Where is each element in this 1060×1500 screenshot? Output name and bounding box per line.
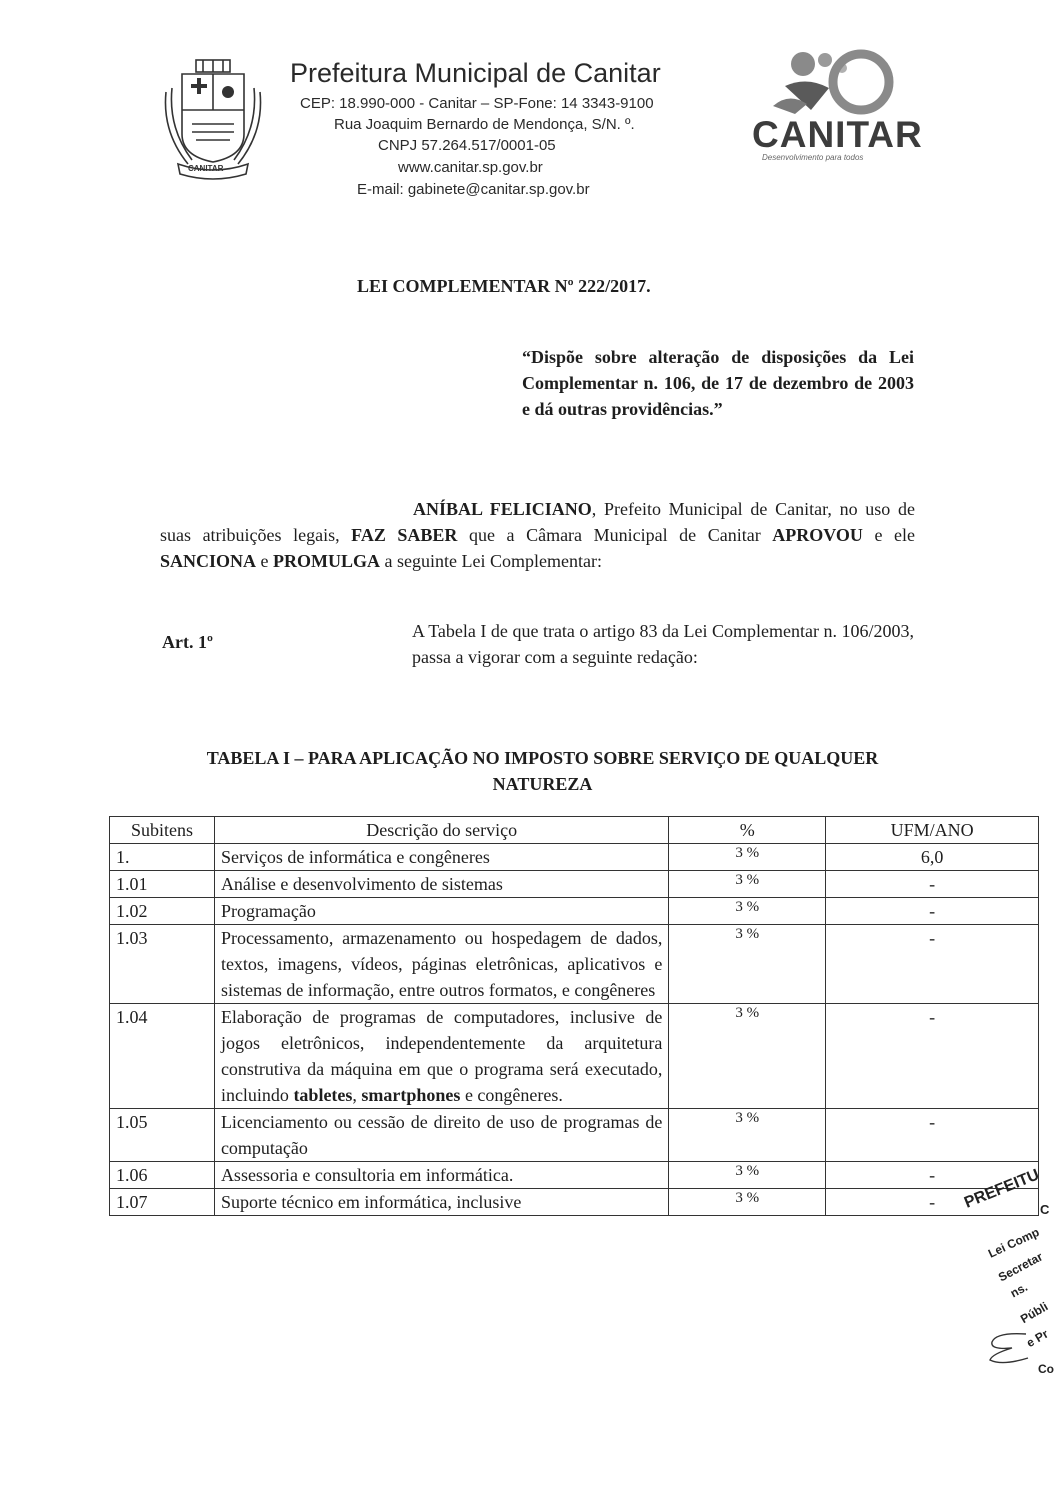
description-cell: Assessoria e consultoria em informática. [214,1162,668,1189]
subitem-cell: 1.05 [110,1109,215,1162]
description-bold-tabletes: tabletes [293,1085,353,1105]
ufm-cell: - [826,1162,1039,1189]
stamp-text: ns. [1008,1279,1030,1301]
description-cell: Programação [214,898,668,925]
table-row [110,1109,1039,1162]
percent-cell: 3 % [669,925,826,1004]
preamble-text: e ele [862,525,916,545]
table-row [110,844,1039,871]
ufm-cell: - [826,898,1039,925]
header-descricao: Descrição do serviço [214,817,668,844]
preamble-text: que a Câmara Municipal de Canitar [457,525,773,545]
subitem-cell: 1. [110,844,215,871]
percent-cell: 3 % [669,1109,826,1162]
percent-cell: 3 % [669,871,826,898]
prefecture-title: Prefeitura Municipal de Canitar [290,58,661,88]
promulga: PROMULGA [273,551,381,571]
percent-cell: 3 % [669,1189,826,1216]
ufm-cell: 6,0 [826,844,1039,871]
stamp-text: PREFEITU [962,1166,1042,1212]
law-title: LEI COMPLEMENTAR Nº 222/2017. [357,276,651,296]
stamp-text: C [1040,1202,1050,1217]
mayor-name: ANÍBAL FELICIANO [413,499,592,519]
header-subitens: Subitens [110,817,215,844]
aprovou: APROVOU [772,525,863,545]
description-cell: Serviços de informática e congêneres [214,844,668,871]
ufm-cell: - [826,1109,1039,1162]
description-text: Elaboração de programas de computadores, inclusive de jogos eletrônicos, independentemente da arquitetura construtiva da máquina em que o programa será executado, incluindo [220,1007,663,1105]
percent-cell: 3 % [669,898,826,925]
description-text: e congêneres. [460,1085,563,1105]
municipal-coat-of-arms-icon [158,52,268,182]
ufm-cell: - [826,925,1039,1004]
description-cell: Licenciamento ou cessão de direito de uso de programas de computação [214,1109,668,1162]
coat-of-arms-ribbon-label: CANITAR [188,164,224,173]
table-title: TABELA I – PARA APLICAÇÃO NO IMPOSTO SOBRE SERVIÇO DE QUALQUER NATUREZA [206,748,879,794]
table-row [110,1004,1039,1109]
stamp-text: Lei Comp [986,1224,1042,1261]
header-email: E-mail: gabinete@canitar.sp.gov.br [357,181,590,198]
ufm-cell: - [826,1004,1039,1109]
table-row [110,1189,1039,1216]
ufm-cell: - [826,871,1039,898]
stamp-text: Secretar [996,1249,1045,1285]
table-row [110,871,1039,898]
stamp-signature-icon [982,1328,1032,1368]
header-percent: % [669,817,826,844]
subitem-cell: 1.03 [110,925,215,1004]
subitem-cell: 1.06 [110,1162,215,1189]
official-stamp [952,1166,1060,1500]
header-cnpj: CNPJ 57.264.517/0001-05 [378,137,556,154]
service-tax-table [109,816,1039,1216]
stamp-text: e Pr [1024,1326,1051,1351]
table-row [110,898,1039,925]
table-row [110,925,1039,1004]
subitem-cell: 1.02 [110,898,215,925]
stamp-text: Públi [1018,1299,1051,1327]
percent-cell: 3 % [669,844,826,871]
header-address: Rua Joaquim Bernardo de Mendonça, S/N. º. [334,116,635,133]
article-text: A Tabela I de que trata o artigo 83 da Lei Complementar n. 106/2003, passa a vigorar com a seguinte redação: [412,621,914,667]
article-label: Art. 1º [162,632,213,652]
law-summary: “Dispõe sobre alteração de disposições da Lei Complementar n. 106, de 17 de dezembro de 2003 e dá outras providências.” [522,347,914,419]
stamp-text: Co [1038,1362,1054,1376]
header-ufm-ano: UFM/ANO [826,817,1039,844]
header-website: www.canitar.sp.gov.br [398,159,543,176]
subitem-cell: 1.04 [110,1004,215,1109]
percent-cell: 3 % [669,1004,826,1109]
subitem-cell: 1.07 [110,1189,215,1216]
logo-tagline: Desenvolvimento para todos [762,153,864,162]
percent-cell: 3 % [669,1162,826,1189]
table-header-row [110,817,1039,844]
preamble-paragraph [160,496,915,574]
description-cell: Análise e desenvolvimento de sistemas [214,871,668,898]
preamble-text: a seguinte Lei Complementar: [380,551,602,571]
subitem-cell: 1.01 [110,871,215,898]
logo-wordmark: CANITAR [752,114,923,155]
table-row [110,1162,1039,1189]
sanciona: SANCIONA [160,551,257,571]
description-text: , [352,1085,362,1105]
header-cep-phone: CEP: 18.990-000 - Canitar – SP-Fone: 14 3343-9100 [300,95,654,112]
preamble-text: e [256,551,274,571]
preamble-text: , Prefeito Municipal de Canitar, no uso de suas atribuições legais, [160,499,915,545]
description-cell: Processamento, armazenamento ou hospedagem de dados, textos, imagens, vídeos, páginas eletrônicas, aplicativos e sistemas de informação, entre outros formatos, e congêneres [214,925,668,1004]
description-bold-smartphones: smartphones [361,1085,461,1105]
description-cell [214,1004,668,1109]
faz-saber: FAZ SABER [351,525,458,545]
description-cell: Suporte técnico em informática, inclusive [214,1189,668,1216]
ufm-cell: - [826,1189,1039,1216]
